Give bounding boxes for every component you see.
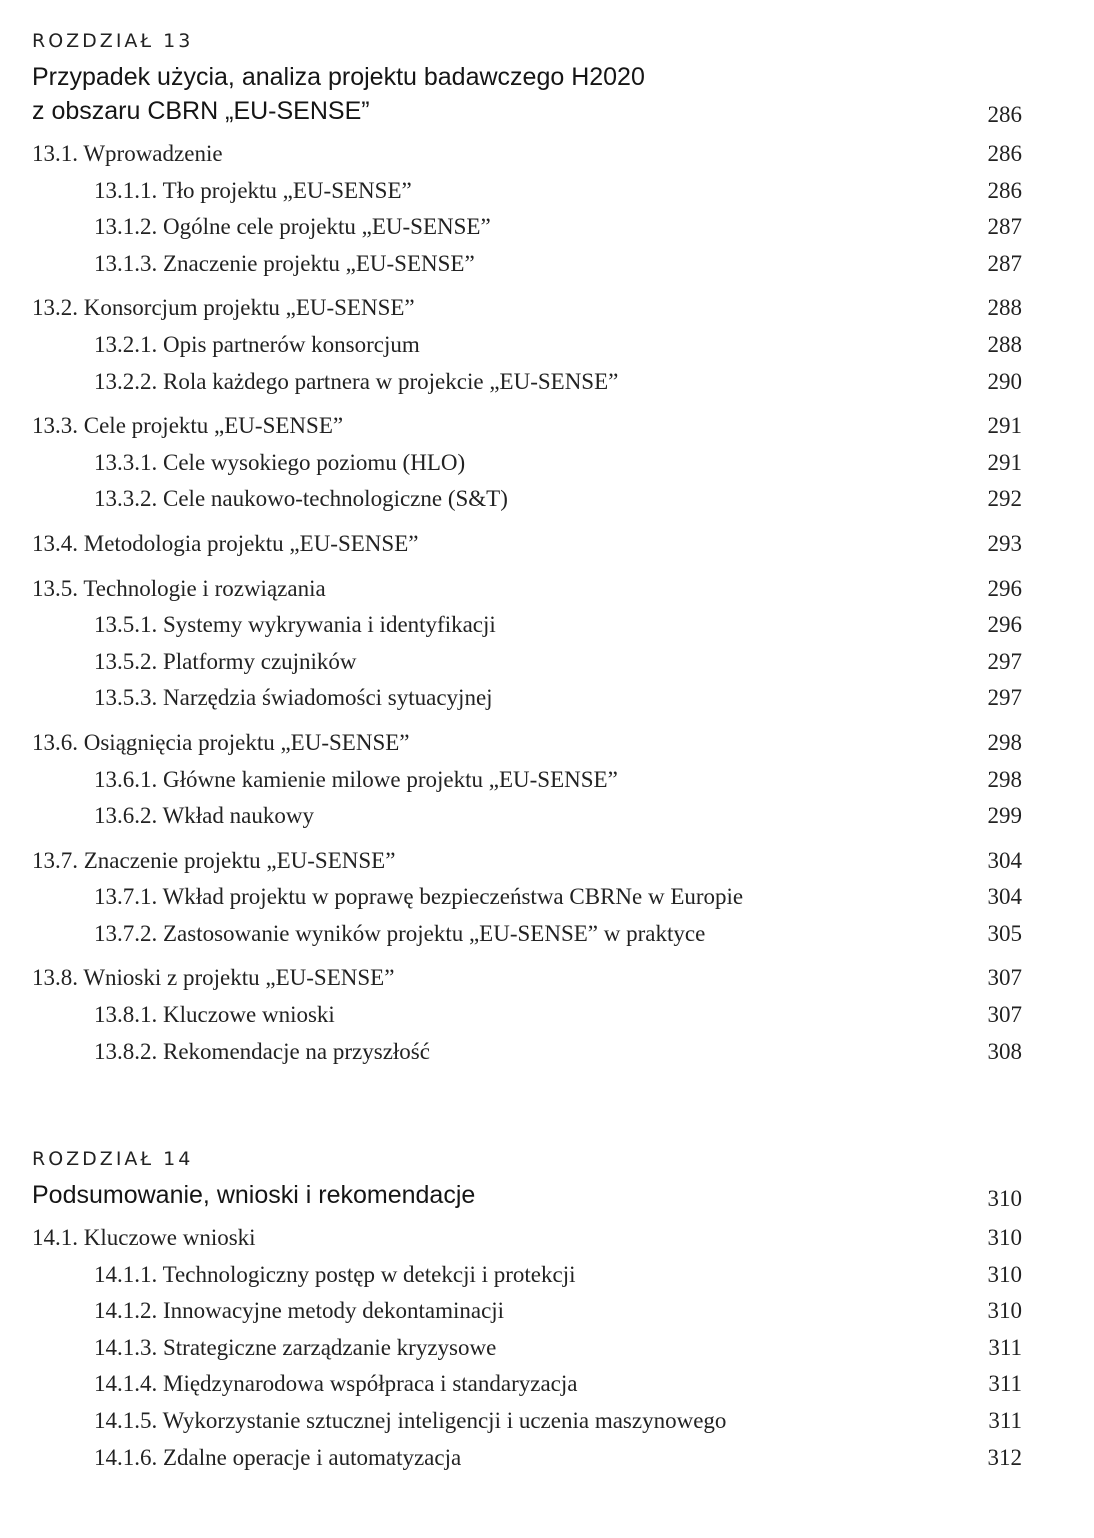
chapter-page-number: 310: [987, 1186, 1022, 1211]
entry-page-number: 304: [987, 847, 1022, 873]
toc-section-entry[interactable]: [32, 136, 1022, 173]
toc-subsection-entry[interactable]: [32, 644, 1022, 681]
entry-title: 13.7. Znaczenie projektu „EU-SENSE”: [32, 847, 396, 873]
toc-subsection-entry[interactable]: [32, 1293, 1022, 1330]
toc-subsection-entry[interactable]: [32, 445, 1022, 482]
entry-title: 14.1.5. Wykorzystanie sztucznej inteligencji i uczenia maszynowego: [94, 1407, 727, 1433]
entry-title: 13.8. Wnioski z projektu „EU-SENSE”: [32, 965, 395, 991]
entry-page-number: 299: [987, 803, 1022, 829]
toc-subsection-entry[interactable]: [32, 481, 1022, 518]
chapter-13: [32, 30, 1022, 1070]
toc-subsection-entry[interactable]: [32, 1366, 1022, 1403]
chapter-title-line-1: Podsumowanie, wnioski i rekomendacje: [32, 1181, 476, 1209]
toc-section-entry[interactable]: [32, 526, 1022, 563]
chapter-label: ROZDZIAŁ 13: [32, 30, 194, 52]
entry-title: 14.1.4. Międzynarodowa współpraca i standaryzacja: [94, 1371, 578, 1397]
toc-subsection-entry[interactable]: [32, 879, 1022, 916]
entry-page-number: 296: [987, 575, 1022, 601]
toc-section-entry[interactable]: [32, 408, 1022, 445]
toc-subsection-entry[interactable]: [32, 1257, 1022, 1294]
entry-page-number: 292: [987, 486, 1022, 512]
entry-title: 13.5. Technologie i rozwiązania: [32, 575, 326, 601]
entry-page-number: 287: [987, 214, 1022, 240]
entry-page-number: 311: [988, 1334, 1022, 1360]
entry-title: 13.7.2. Zastosowanie wyników projektu „EU-SENSE” w praktyce: [94, 920, 706, 946]
chapter-title-line-2: z obszaru CBRN „EU-SENSE”: [32, 97, 370, 125]
entry-page-number: 286: [987, 141, 1022, 166]
entry-page-number: 307: [987, 1002, 1022, 1028]
entry-title: 13.5.3. Narzędzia świadomości sytuacyjnej: [94, 685, 493, 711]
chapter-label: ROZDZIAŁ 14: [32, 1148, 194, 1170]
entry-title: 13.8.1. Kluczowe wnioski: [94, 1002, 335, 1028]
entry-page-number: 296: [987, 612, 1022, 638]
toc-section-entry[interactable]: [32, 571, 1022, 608]
entry-page-number: 288: [987, 295, 1022, 321]
toc-subsection-entry[interactable]: [32, 1034, 1022, 1071]
toc-subsection-entry[interactable]: [32, 1440, 1022, 1477]
entry-title: 14.1.6. Zdalne operacje i automatyzacja: [94, 1444, 462, 1470]
toc-subsection-entry[interactable]: [32, 173, 1022, 210]
entry-title: 13.8.2. Rekomendacje na przyszłość: [94, 1038, 430, 1064]
chapter-14: [32, 1148, 1022, 1476]
entry-title: 14.1.1. Technologiczny postęp w detekcji i protekcji: [94, 1261, 576, 1287]
entry-page-number: 298: [987, 766, 1022, 792]
toc-subsection-entry[interactable]: [32, 1330, 1022, 1367]
entry-title: 14.1.3. Strategiczne zarządzanie kryzysowe: [94, 1334, 497, 1360]
toc-subsection-entry[interactable]: [32, 762, 1022, 799]
entry-title: 13.4. Metodologia projektu „EU-SENSE”: [32, 530, 419, 556]
entry-page-number: 287: [987, 250, 1022, 276]
entry-title: 13.2.1. Opis partnerów konsorcjum: [94, 331, 420, 357]
toc-section-entry[interactable]: [32, 290, 1022, 327]
toc-entries: [32, 1220, 1022, 1476]
entry-title: 13.6.1. Główne kamienie milowe projektu „EU-SENSE”: [94, 766, 618, 792]
entry-title: 13.6. Osiągnięcia projektu „EU-SENSE”: [32, 729, 410, 755]
toc-subsection-entry[interactable]: [32, 607, 1022, 644]
entry-page-number: 288: [987, 331, 1022, 357]
toc-subsection-entry[interactable]: [32, 246, 1022, 283]
entry-title: 13.5.1. Systemy wykrywania i identyfikacji: [94, 612, 496, 638]
chapter-title-line-1: Przypadek użycia, analiza projektu badawczego H2020: [32, 63, 645, 91]
entry-page-number: 307: [987, 965, 1022, 991]
entry-title: 13.1.1. Tło projektu „EU-SENSE”: [94, 177, 412, 203]
entry-page-number: 311: [988, 1407, 1022, 1433]
entry-title: 13.3.2. Cele naukowo-technologiczne (S&T): [94, 486, 508, 512]
entry-page-number: 291: [987, 449, 1022, 475]
entry-page-number: 308: [987, 1038, 1022, 1064]
chapter-page-number: 286: [987, 102, 1022, 127]
entry-title: 13.7.1. Wkład projektu w poprawę bezpieczeństwa CBRNe w Europie: [94, 884, 744, 910]
toc-subsection-entry[interactable]: [32, 798, 1022, 835]
entry-page-number: 305: [987, 920, 1022, 946]
entry-page-number: 297: [987, 648, 1022, 674]
entry-page-number: 291: [987, 413, 1022, 439]
entry-title: 13.2. Konsorcjum projektu „EU-SENSE”: [32, 295, 415, 321]
toc-section-entry[interactable]: [32, 725, 1022, 762]
entry-page-number: 304: [987, 884, 1022, 910]
chapter-title-row: [32, 94, 1022, 128]
entry-title: 13.3. Cele projektu „EU-SENSE”: [32, 413, 344, 439]
toc-subsection-entry[interactable]: [32, 364, 1022, 401]
entry-title: 13.6.2. Wkład naukowy: [94, 803, 314, 829]
toc-section-entry[interactable]: [32, 960, 1022, 997]
toc-entries: [32, 136, 1022, 1070]
entry-title: 13.5.2. Platformy czujników: [94, 648, 357, 674]
entry-title: 14.1.2. Innowacyjne metody dekontaminacji: [94, 1298, 505, 1324]
entry-page-number: 310: [987, 1298, 1022, 1324]
entry-page-number: 298: [987, 729, 1022, 755]
entry-title: 13.2.2. Rola każdego partnera w projekcie „EU-SENSE”: [94, 368, 619, 394]
toc-section-entry[interactable]: [32, 843, 1022, 880]
entry-title: 13.3.1. Cele wysokiego poziomu (HLO): [94, 449, 466, 475]
entry-page-number: 293: [987, 530, 1022, 556]
entry-page-number: 311: [988, 1371, 1022, 1397]
toc-subsection-entry[interactable]: [32, 916, 1022, 953]
toc-subsection-entry[interactable]: [32, 327, 1022, 364]
chapter-title-row: [32, 1178, 1022, 1212]
entry-page-number: 312: [987, 1444, 1022, 1470]
entry-title: 13.1. Wprowadzenie: [32, 141, 223, 166]
toc-subsection-entry[interactable]: [32, 1403, 1022, 1440]
toc-section-entry[interactable]: [32, 1220, 1022, 1257]
entry-title: 13.1.3. Znaczenie projektu „EU-SENSE”: [94, 250, 475, 276]
toc-subsection-entry[interactable]: [32, 209, 1022, 246]
toc-subsection-entry[interactable]: [32, 680, 1022, 717]
entry-page-number: 297: [987, 685, 1022, 711]
entry-title: 14.1. Kluczowe wnioski: [32, 1225, 256, 1250]
entry-page-number: 310: [987, 1225, 1022, 1250]
entry-page-number: 310: [987, 1261, 1022, 1287]
entry-page-number: 290: [987, 368, 1022, 394]
toc-subsection-entry[interactable]: [32, 997, 1022, 1034]
entry-title: 13.1.2. Ogólne cele projektu „EU-SENSE”: [94, 214, 491, 240]
entry-page-number: 286: [987, 177, 1022, 203]
